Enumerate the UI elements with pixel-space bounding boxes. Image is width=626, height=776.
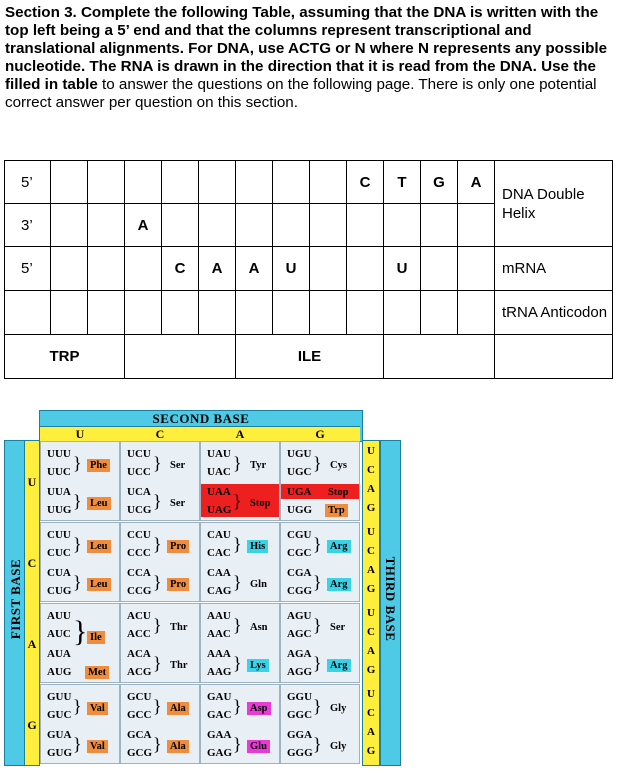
third-base-letters bbox=[362, 440, 380, 766]
table-cell[interactable] bbox=[125, 247, 162, 291]
amino-acid-label: Gly bbox=[330, 741, 347, 752]
table-cell[interactable] bbox=[51, 161, 88, 204]
table-cell[interactable]: U bbox=[384, 247, 421, 291]
table-cell[interactable]: A bbox=[236, 247, 273, 291]
table-cell[interactable] bbox=[421, 247, 458, 291]
table-cell[interactable] bbox=[236, 161, 273, 204]
codon: CCU bbox=[127, 529, 151, 541]
codon-block-ua bbox=[200, 441, 280, 521]
codon: GGU bbox=[287, 691, 313, 703]
codon: CAA bbox=[207, 567, 231, 579]
table-cell[interactable] bbox=[458, 247, 495, 291]
codon: UGG bbox=[287, 504, 313, 516]
codon: UAG bbox=[207, 504, 232, 516]
first-base-c: C bbox=[27, 556, 37, 570]
amino-acid-label: Tyr bbox=[250, 460, 267, 471]
codon: AAG bbox=[207, 666, 232, 678]
codon-block-ca bbox=[200, 522, 280, 602]
codon: UGC bbox=[287, 466, 312, 478]
brace-glyph: } bbox=[73, 696, 82, 716]
table-cell[interactable] bbox=[458, 204, 495, 247]
codon-block-cc bbox=[120, 522, 200, 602]
brace-glyph: } bbox=[313, 734, 322, 754]
codon-block-uc bbox=[120, 441, 200, 521]
table-cell[interactable]: C bbox=[347, 161, 384, 204]
codon-block-ac bbox=[120, 603, 200, 683]
brace-glyph: } bbox=[233, 572, 242, 592]
table-cell[interactable] bbox=[199, 204, 236, 247]
brace-glyph: } bbox=[313, 653, 322, 673]
brace-glyph: } bbox=[233, 453, 242, 473]
codon: GUA bbox=[47, 729, 72, 741]
amino-acid-label: Val bbox=[87, 702, 108, 715]
amino-cell-4[interactable] bbox=[384, 335, 495, 379]
table-cell[interactable] bbox=[51, 247, 88, 291]
table-cell[interactable] bbox=[199, 161, 236, 204]
codon-block-ug bbox=[280, 441, 360, 521]
codon: CGG bbox=[287, 585, 313, 597]
table-cell[interactable] bbox=[458, 291, 495, 335]
codon: ACA bbox=[127, 648, 151, 660]
codon-block-cu bbox=[40, 522, 120, 602]
table-cell[interactable]: C bbox=[162, 247, 199, 291]
amino-acid-label: Gly bbox=[330, 703, 347, 714]
codon: GAG bbox=[207, 747, 233, 759]
codon: GCC bbox=[127, 709, 152, 721]
brace-glyph: } bbox=[233, 653, 242, 673]
amino-acid-label: Asn bbox=[250, 622, 268, 633]
amino-acid-label: Asp bbox=[247, 702, 271, 715]
codon: CAC bbox=[207, 547, 231, 559]
amino-acid-label: Gln bbox=[250, 579, 267, 590]
amino-acid-row bbox=[5, 335, 613, 379]
instructions-bold: Section 3. Complete the following Table, assuming that the DNA is written with the top left being a 5’ end and that the columns represent transcriptional and translational alignments. For DNA, use ACTG or N where N represents any possible nucleotide. The RNA is drawn in the direction that it is read from the DNA. Use the filled in table bbox=[5, 4, 608, 94]
second-base-title: SECOND BASE bbox=[152, 411, 250, 426]
codon: GUU bbox=[47, 691, 72, 703]
third-base-letter: U bbox=[367, 688, 375, 700]
third-base-letter: G bbox=[366, 745, 376, 757]
codon: UCU bbox=[127, 448, 151, 460]
brace-glyph: } bbox=[73, 453, 82, 473]
brace-glyph: } bbox=[313, 534, 322, 554]
dna-helix-label: DNA Double Helix bbox=[495, 161, 613, 247]
table-cell[interactable] bbox=[310, 161, 347, 204]
codon: ACU bbox=[127, 610, 151, 622]
table-cell[interactable] bbox=[347, 291, 384, 335]
amino-acid-label: Pro bbox=[167, 540, 189, 553]
brace-glyph: } bbox=[153, 491, 162, 511]
table-cell[interactable] bbox=[347, 204, 384, 247]
mrna-label: mRNA bbox=[495, 247, 613, 291]
codon-block-ag bbox=[280, 603, 360, 683]
table-cell[interactable] bbox=[310, 204, 347, 247]
table-cell[interactable]: A bbox=[199, 247, 236, 291]
brace-glyph: } bbox=[233, 491, 242, 511]
codon: CUG bbox=[47, 585, 72, 597]
codon: GGG bbox=[287, 747, 313, 759]
amino-acid-label: Ala bbox=[167, 702, 189, 715]
brace-glyph: } bbox=[73, 615, 88, 648]
table-cell[interactable] bbox=[51, 204, 88, 247]
second-base-c: C bbox=[120, 426, 200, 442]
second-base-g: G bbox=[280, 426, 360, 442]
third-base-letter: C bbox=[367, 707, 375, 719]
third-base-letter: U bbox=[367, 445, 375, 457]
codon: CAU bbox=[207, 529, 231, 541]
second-base-header bbox=[39, 410, 363, 442]
codon: CUU bbox=[47, 529, 71, 541]
first-base-letters bbox=[24, 440, 40, 766]
codon-block-au bbox=[40, 603, 120, 683]
codon: CUA bbox=[47, 567, 71, 579]
table-cell[interactable] bbox=[347, 247, 384, 291]
codon: AAU bbox=[207, 610, 231, 622]
table-cell[interactable] bbox=[88, 204, 125, 247]
brace-glyph: } bbox=[73, 572, 82, 592]
trna-anticodon-label: tRNA Anticodon bbox=[495, 291, 613, 335]
codon-block-aa bbox=[200, 603, 280, 683]
trna-row bbox=[5, 291, 613, 335]
table-cell[interactable] bbox=[421, 291, 458, 335]
codon: UCA bbox=[127, 486, 151, 498]
codon-block-ga bbox=[200, 684, 280, 764]
amino-acid-label: Arg bbox=[327, 540, 351, 553]
amino-cell-2[interactable] bbox=[125, 335, 236, 379]
codon-block-gu bbox=[40, 684, 120, 764]
codon: UAU bbox=[207, 448, 231, 460]
amino-acid-label: Leu bbox=[87, 578, 111, 591]
amino-acid-label: Lys bbox=[247, 659, 269, 672]
codon: AUC bbox=[47, 628, 71, 640]
amino-acid-label: Arg bbox=[327, 659, 351, 672]
codon: AAC bbox=[207, 628, 231, 640]
third-base-letter: A bbox=[367, 564, 375, 576]
codon: AGG bbox=[287, 666, 313, 678]
table-cell[interactable]: A bbox=[125, 204, 162, 247]
codon: UAA bbox=[207, 486, 231, 498]
table-cell[interactable]: T bbox=[384, 161, 421, 204]
codon: GAU bbox=[207, 691, 232, 703]
table-cell[interactable]: U bbox=[273, 247, 310, 291]
amino-acid-label: Ser bbox=[330, 622, 346, 633]
codon: ACG bbox=[127, 666, 152, 678]
table-cell[interactable] bbox=[273, 291, 310, 335]
table-cell[interactable] bbox=[273, 204, 310, 247]
table-cell[interactable] bbox=[310, 247, 347, 291]
third-base-letter: U bbox=[367, 607, 375, 619]
row-label bbox=[5, 291, 51, 335]
brace-glyph: } bbox=[153, 615, 162, 635]
table-cell[interactable] bbox=[236, 291, 273, 335]
table-cell[interactable] bbox=[125, 161, 162, 204]
brace-glyph: } bbox=[313, 696, 322, 716]
first-base-g: G bbox=[27, 718, 37, 732]
table-cell[interactable] bbox=[51, 291, 88, 335]
table-cell[interactable] bbox=[125, 291, 162, 335]
brace-glyph: } bbox=[153, 696, 162, 716]
table-cell[interactable] bbox=[273, 161, 310, 204]
codon: GCU bbox=[127, 691, 152, 703]
codon: UUC bbox=[47, 466, 71, 478]
codon: CCC bbox=[127, 547, 151, 559]
third-base-title: THIRD BASE bbox=[383, 556, 398, 642]
codon: GUG bbox=[47, 747, 73, 759]
codon: UUA bbox=[47, 486, 71, 498]
table-cell[interactable] bbox=[162, 291, 199, 335]
table-cell[interactable] bbox=[310, 291, 347, 335]
table-cell[interactable] bbox=[88, 291, 125, 335]
second-base-a: A bbox=[200, 426, 280, 442]
amino-acid-label: Ser bbox=[170, 498, 186, 509]
third-base-letter: G bbox=[366, 583, 376, 595]
codon: AGA bbox=[287, 648, 312, 660]
row-label: 5’ bbox=[5, 247, 51, 291]
second-base-u: U bbox=[40, 426, 120, 442]
amino-acid-label: Stop bbox=[247, 497, 273, 510]
third-base-letter: C bbox=[367, 626, 375, 638]
third-base-letter: U bbox=[367, 526, 375, 538]
codon: GAA bbox=[207, 729, 232, 741]
codon: CUC bbox=[47, 547, 71, 559]
amino-acid-label: Pro bbox=[167, 578, 189, 591]
codon: UGU bbox=[287, 448, 312, 460]
codon: GGC bbox=[287, 709, 313, 721]
third-base-bar bbox=[380, 440, 401, 766]
amino-acid-label: Phe bbox=[87, 459, 110, 472]
table-cell[interactable] bbox=[88, 247, 125, 291]
codon: ACC bbox=[127, 628, 151, 640]
amino-acid-label: Val bbox=[87, 740, 108, 753]
codon: GCG bbox=[127, 747, 153, 759]
codon-block-cg bbox=[280, 522, 360, 602]
table-cell[interactable] bbox=[421, 204, 458, 247]
brace-glyph: } bbox=[313, 453, 322, 473]
table-cell[interactable] bbox=[162, 161, 199, 204]
brace-glyph: } bbox=[233, 734, 242, 754]
brace-glyph: } bbox=[233, 534, 242, 554]
brace-glyph: } bbox=[73, 491, 82, 511]
third-base-letter: A bbox=[367, 726, 375, 738]
brace-glyph: } bbox=[153, 453, 162, 473]
codon: GAC bbox=[207, 709, 232, 721]
brace-glyph: } bbox=[73, 734, 82, 754]
amino-acid-label: Leu bbox=[87, 497, 111, 510]
third-base-letter: C bbox=[367, 464, 375, 476]
dna-top-row bbox=[5, 161, 613, 204]
amino-acid-label: Arg bbox=[327, 578, 351, 591]
brace-glyph: } bbox=[313, 615, 322, 635]
codon: CAG bbox=[207, 585, 232, 597]
amino-side-empty bbox=[495, 335, 613, 379]
third-base-letter: C bbox=[367, 545, 375, 557]
table-cell[interactable] bbox=[384, 291, 421, 335]
row-label: 3’ bbox=[5, 204, 51, 247]
amino-acid-label: Thr bbox=[170, 622, 188, 633]
brace-glyph: } bbox=[233, 696, 242, 716]
amino-acid-label: Ser bbox=[170, 460, 186, 471]
amino-acid-label: Cys bbox=[330, 460, 347, 471]
amino-acid-label: Ile bbox=[87, 631, 105, 644]
amino-acid-label: Trp bbox=[325, 504, 348, 517]
third-base-letter: A bbox=[367, 483, 375, 495]
codon: CGC bbox=[287, 547, 312, 559]
third-base-letter: G bbox=[366, 502, 376, 514]
codon: AGU bbox=[287, 610, 312, 622]
table-cell[interactable] bbox=[88, 161, 125, 204]
sequence-work-table bbox=[4, 160, 613, 379]
first-base-u: U bbox=[27, 475, 37, 489]
codon: UAC bbox=[207, 466, 231, 478]
table-cell[interactable]: G bbox=[421, 161, 458, 204]
mrna-row bbox=[5, 247, 613, 291]
codon: UCC bbox=[127, 466, 151, 478]
codon: GCA bbox=[127, 729, 152, 741]
first-base-bar bbox=[4, 440, 26, 766]
brace-glyph: } bbox=[313, 572, 322, 592]
first-base-a: A bbox=[27, 637, 37, 651]
codon: CGA bbox=[287, 567, 312, 579]
brace-glyph: } bbox=[153, 653, 162, 673]
table-cell[interactable]: A bbox=[458, 161, 495, 204]
codon: GGA bbox=[287, 729, 313, 741]
table-cell[interactable] bbox=[162, 204, 199, 247]
brace-glyph: } bbox=[233, 615, 242, 635]
codon: UUG bbox=[47, 504, 72, 516]
codon: CGU bbox=[287, 529, 312, 541]
codon: UCG bbox=[127, 504, 152, 516]
amino-cell-1[interactable]: TRP bbox=[5, 335, 125, 379]
codon: AUG bbox=[47, 666, 72, 678]
amino-acid-label: Stop bbox=[325, 486, 351, 499]
first-base-title: FIRST BASE bbox=[8, 558, 23, 640]
table-cell[interactable] bbox=[384, 204, 421, 247]
third-base-letter: A bbox=[367, 645, 375, 657]
codon: AGC bbox=[287, 628, 312, 640]
codon: UGA bbox=[287, 486, 312, 498]
codon: AUA bbox=[47, 648, 71, 660]
codon: AAA bbox=[207, 648, 231, 660]
brace-glyph: } bbox=[153, 534, 162, 554]
codon-block-uu bbox=[40, 441, 120, 521]
brace-glyph: } bbox=[73, 534, 82, 554]
codon-block-gc bbox=[120, 684, 200, 764]
codon: UUU bbox=[47, 448, 71, 460]
instructions bbox=[5, 4, 623, 113]
table-cell[interactable] bbox=[236, 204, 273, 247]
amino-cell-3[interactable]: ILE bbox=[236, 335, 384, 379]
codon-block-gg bbox=[280, 684, 360, 764]
codon: CCA bbox=[127, 567, 151, 579]
amino-acid-label: Glu bbox=[247, 740, 270, 753]
codon: AUU bbox=[47, 610, 71, 622]
amino-acid-label: His bbox=[247, 540, 268, 553]
amino-acid-label: Met bbox=[85, 666, 109, 679]
amino-acid-label: Leu bbox=[87, 540, 111, 553]
instructions-normal: to answer the questions on the following page. There is only one potential correct answer per question on this section. bbox=[5, 76, 597, 112]
third-base-letter: G bbox=[366, 664, 376, 676]
amino-acid-label: Thr bbox=[170, 660, 188, 671]
codon: CCG bbox=[127, 585, 152, 597]
brace-glyph: } bbox=[153, 572, 162, 592]
table-cell[interactable] bbox=[199, 291, 236, 335]
codon: GUC bbox=[47, 709, 72, 721]
brace-glyph: } bbox=[153, 734, 162, 754]
amino-acid-label: Ala bbox=[167, 740, 189, 753]
row-label: 5’ bbox=[5, 161, 51, 204]
